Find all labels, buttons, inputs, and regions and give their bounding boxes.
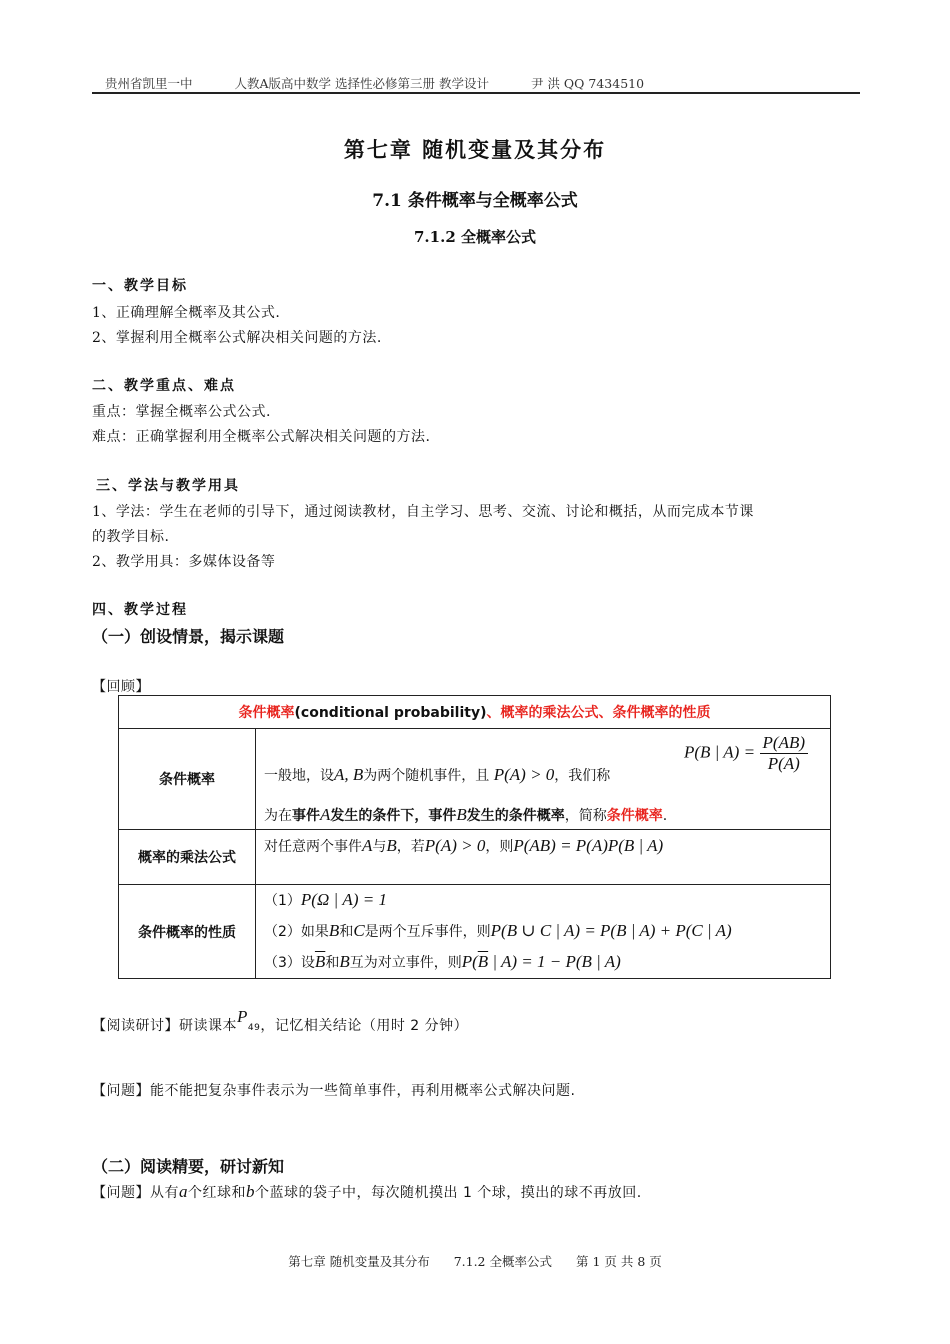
row-cond-prob-content: [256, 729, 831, 830]
math-B-bar: $\overline{B}$: [314, 952, 326, 971]
process-heading: 四、教学过程: [92, 602, 188, 618]
question-label: 【问题】: [92, 1185, 150, 1201]
text: 对任意两个事件: [264, 839, 362, 855]
text: 个蓝球的袋子中，每次随机摸出 1 个球，摸出的球不再放回.: [255, 1185, 642, 1201]
row-multiplication-content: [256, 830, 831, 885]
methods-heading: 三、学法与教学用具: [96, 478, 240, 494]
header-others: 、概率的乘法公式、条件概率的性质: [486, 705, 711, 721]
part2-heading: （二）阅读精要，研讨新知: [92, 1157, 285, 1176]
reading-label: 【阅读研讨】: [92, 1018, 179, 1034]
text: 个红球和: [188, 1185, 246, 1201]
var-b: b: [246, 1182, 255, 1201]
property-3: [264, 947, 822, 978]
math-ab: A, B: [334, 765, 364, 784]
text: .: [662, 808, 668, 824]
text: 互为对立事件，则: [349, 955, 462, 971]
key-point: 重点：掌握全概率公式公式.: [92, 404, 271, 420]
cond-prob-line1: [264, 765, 610, 785]
header-cond-prob: 条件概率: [238, 705, 295, 721]
question-label: 【问题】: [92, 1083, 150, 1099]
formula-B-bar: $\overline{B}$: [477, 952, 489, 971]
row-properties-label: 条件概率的性质: [119, 885, 256, 979]
text: 发生的条件概率: [466, 808, 565, 824]
text: 研读课本: [179, 1018, 237, 1034]
property-2-formula: P(B ∪ C | A) = P(B | A) + P(C | A): [490, 921, 732, 940]
method-item-1-line1: 1、学法：学生在老师的引导下，通过阅读教材，自主学习、思考、交流、讨论和概括，从而完成本节课: [92, 504, 754, 520]
text: （2）如果: [264, 924, 329, 940]
text: 为两个随机事件，且: [363, 768, 490, 784]
subsection-title: 7.1.2 全概率公式: [414, 228, 536, 246]
question-1: [92, 1080, 575, 1100]
part1-heading: （一）创设情景，揭示课题: [92, 627, 285, 646]
page-footer: [0, 1252, 950, 1270]
method-item-1-line2: 的教学目标.: [92, 529, 170, 545]
math-B: B: [456, 805, 467, 824]
text: 是两个互斥事件，则: [364, 924, 491, 940]
text: 事件: [292, 808, 320, 824]
formula-numerator: P(AB): [760, 733, 808, 754]
cond-prob-formula: [684, 733, 808, 774]
math-B: B: [386, 836, 397, 855]
header-book: 人教A版高中数学 选择性必修第三册 教学设计: [234, 76, 489, 91]
header-school: 贵州省凯里一中: [105, 76, 193, 91]
header-author: 尹 洪 QQ 7434510: [530, 76, 645, 91]
text: ，若: [396, 839, 425, 855]
text: ，我们称: [554, 768, 611, 784]
math-B: B: [339, 952, 350, 971]
row-cond-prob-label: 条件概率: [119, 729, 256, 830]
method-item-2: 2、教学用具：多媒体设备等: [92, 554, 276, 570]
text: ，记忆相关结论（用时 2 分钟）: [260, 1018, 469, 1034]
formula-lhs: P(B | A) =: [684, 742, 756, 762]
math-A: A: [362, 836, 373, 855]
goals-heading: 一、教学目标: [92, 278, 188, 294]
text: 为在: [264, 808, 292, 824]
text: ，则: [485, 839, 514, 855]
page-ref-P: P: [237, 1007, 248, 1026]
cond-prob-line2: [264, 805, 667, 825]
footer-page: 第 1 页 共 8 页: [575, 1254, 662, 1269]
math-cond: P(A) > 0: [424, 836, 486, 855]
property-1-formula: P(Ω | A) = 1: [300, 890, 387, 909]
formula-denominator: P(A): [767, 754, 800, 773]
review-table-header: [119, 696, 831, 729]
question-2: [92, 1182, 642, 1202]
math-pa: P(A) > 0: [493, 765, 555, 784]
var-a: a: [179, 1182, 188, 1201]
text: ，简称: [564, 808, 607, 824]
text: 和: [325, 955, 340, 971]
difficult-point: 难点：正确掌握利用全概率公式解决相关问题的方法.: [92, 429, 431, 445]
formula-fraction: [760, 733, 808, 774]
header-divider: [92, 92, 860, 94]
text: 一般地，设: [264, 768, 334, 784]
page-ref-num: 49: [247, 1023, 261, 1033]
multiplication-formula: P(AB) = P(A)P(B | A): [513, 836, 664, 855]
math-C: C: [353, 921, 365, 940]
question-text: 能不能把复杂事件表示为一些简单事件，再利用概率公式解决问题.: [150, 1083, 576, 1099]
property-2: [264, 916, 822, 947]
keypoints-heading: 二、教学重点、难点: [92, 378, 236, 394]
row-multiplication-label: 概率的乘法公式: [119, 830, 256, 885]
property-1: [264, 885, 822, 916]
text: 和: [339, 924, 354, 940]
formula-part: P(: [461, 952, 478, 971]
goal-item-2: 2、掌握利用全概率公式解决相关问题的方法.: [92, 330, 382, 346]
section-title: 7.1 条件概率与全概率公式: [372, 191, 578, 211]
reading-line: [92, 1007, 469, 1035]
header-english: (conditional probability): [294, 705, 487, 721]
text: 从有: [150, 1185, 179, 1201]
text: 发生的条件下，事件: [330, 808, 457, 824]
footer-section: 7.1.2 全概率公式: [453, 1254, 552, 1269]
review-table: [118, 695, 831, 979]
text: 与: [372, 839, 387, 855]
goal-item-1: 1、正确理解全概率及其公式.: [92, 305, 281, 321]
cond-prob-term: 条件概率: [606, 808, 663, 824]
review-label: 【回顾】: [92, 679, 150, 695]
footer-chapter: 第七章 随机变量及其分布: [288, 1254, 430, 1269]
formula-part: | A) = 1 − P(B | A): [488, 952, 621, 971]
chapter-title: 第七章 随机变量及其分布: [343, 137, 607, 162]
row-properties-content: [256, 885, 831, 979]
math-B: B: [328, 921, 340, 940]
page-header: [105, 74, 682, 92]
text: （1）: [264, 893, 301, 909]
text: （3）设: [264, 955, 315, 971]
math-A: A: [320, 805, 331, 824]
